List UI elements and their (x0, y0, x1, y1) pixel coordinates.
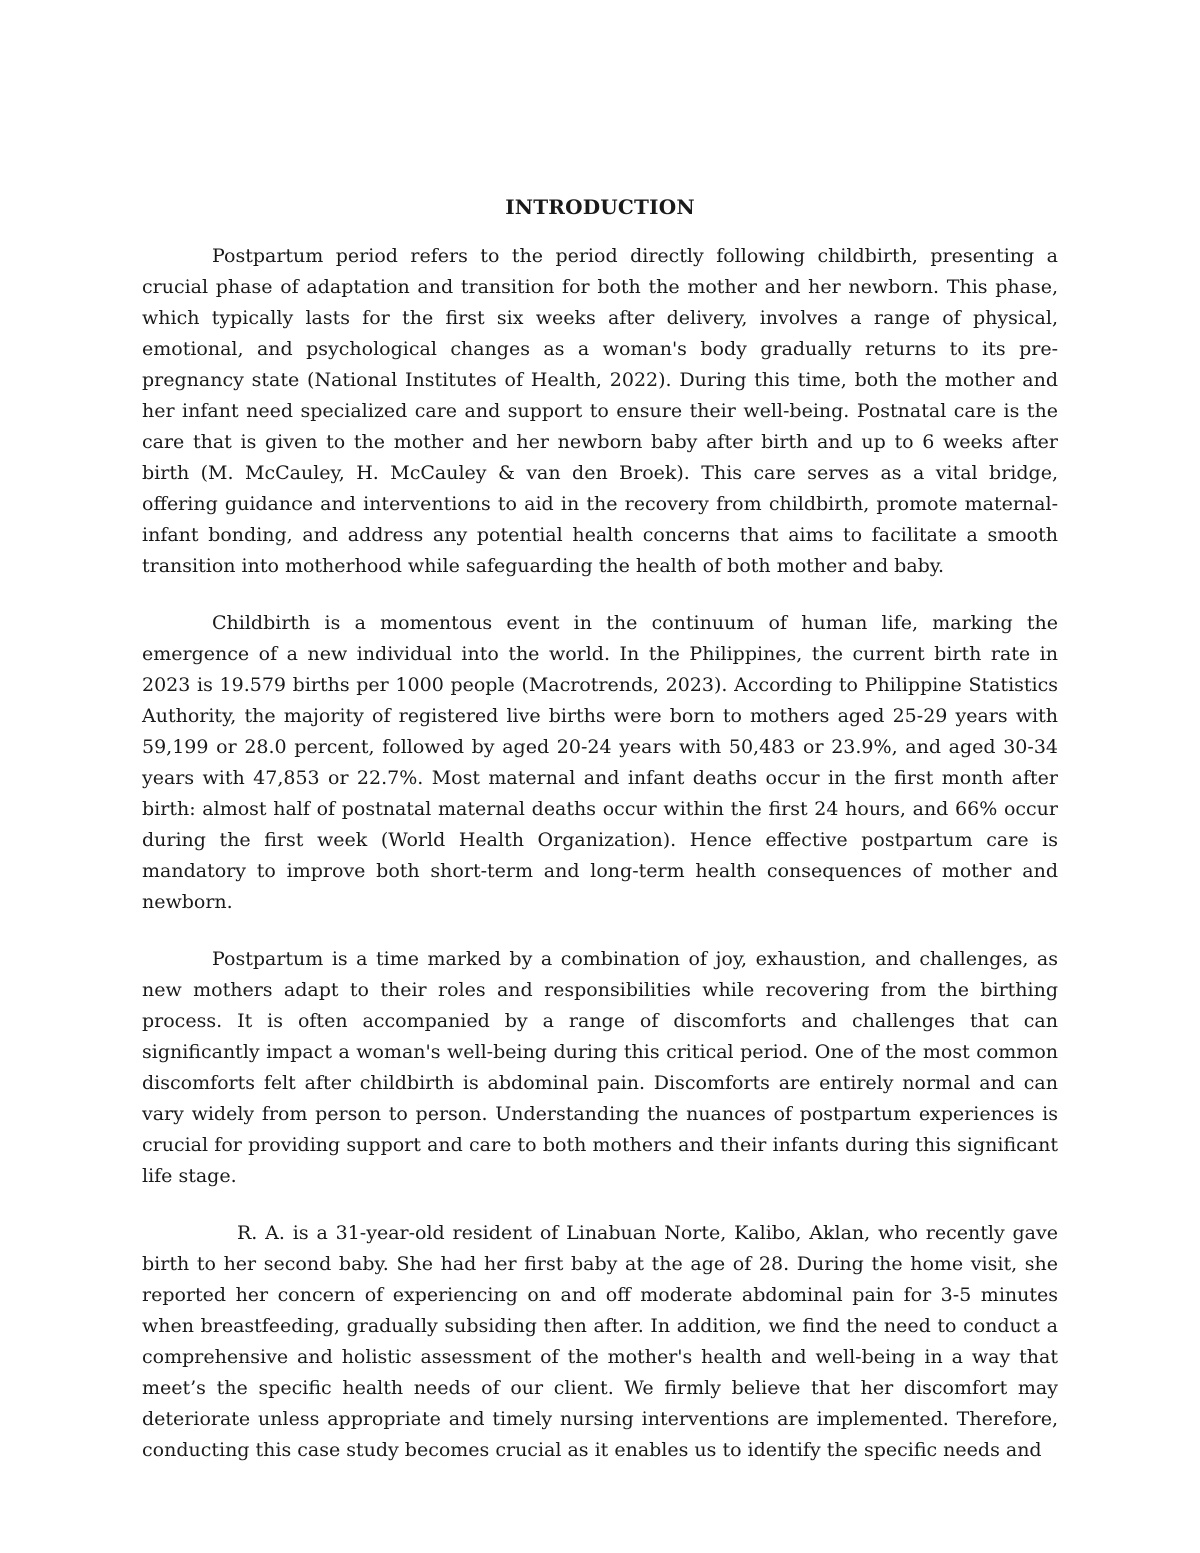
paragraph-postpartum-challenges: Postpartum is a time marked by a combination of joy, exhaustion, and challenges, as new mothers adapt to their roles and responsibilities while recovering from the birthing process. It is often accompanied by a range of discomforts and challenges that can significantly impact a woman's well-being during this critical period. One of the most common discomforts felt after childbirth is abdominal pain. Discomforts are entirely normal and can vary widely from person to person. Understanding the nuances of postpartum experiences is crucial for providing support and care to both mothers and their infants during this significant life stage. (142, 948, 1058, 1187)
paragraph-case-study: R. A. is a 31-year-old resident of Linabuan Norte, Kalibo, Aklan, who recently gave birth to her second baby. She had her first baby at the age of 28. During the home visit, she reported her concern of experiencing on and off moderate abdominal pain for 3-5 minutes when breastfeeding, gradually subsiding then after. In addition, we find the need to conduct a comprehensive and holistic assessment of the mother's health and well-being in a way that meet’s the specific health needs of our client. We firmly believe that her discomfort may deteriorate unless appropriate and timely nursing interventions are implemented. Therefore, conducting this case study becomes crucial as it enables us to identify the specific needs and (142, 1222, 1058, 1461)
paragraph-postpartum-period: Postpartum period refers to the period directly following childbirth, presenting a crucial phase of adaptation and transition for both the mother and her newborn. This phase, which typically lasts for the first six weeks after delivery, involves a range of physical, emotional, and psychological changes as a woman's body gradually returns to its pre-pregnancy state (National Institutes of Health, 2022). During this time, both the mother and her infant need specialized care and support to ensure their well-being. Postnatal care is the care that is given to the mother and her newborn baby after birth and up to 6 weeks after birth (M. McCauley, H. McCauley & van den Broek). This care serves as a vital bridge, offering guidance and interventions to aid in the recovery from childbirth, promote maternal-infant bonding, and address any potential health concerns that aims to facilitate a smooth transition into motherhood while safeguarding the health of both mother and baby. (142, 245, 1058, 577)
page-title: INTRODUCTION (505, 195, 695, 219)
document-body (142, 241, 1058, 1466)
paragraph-childbirth: Childbirth is a momentous event in the continuum of human life, marking the emergence of a new individual into the world. In the Philippines, the current birth rate in 2023 is 19.579 births per 1000 people (Macrotrends, 2023). According to Philippine Statistics Authority, the majority of registered live births were born to mothers aged 25-29 years with 59,199 or 28.0 percent, followed by aged 20-24 years with 50,483 or 23.9%, and aged 30-34 years with 47,853 or 22.7%. Most maternal and infant deaths occur in the first month after birth: almost half of postnatal maternal deaths occur within the first 24 hours, and 66% occur during the first week (World Health Organization). Hence effective postpartum care is mandatory to improve both short-term and long-term health consequences of mother and newborn. (142, 612, 1058, 913)
